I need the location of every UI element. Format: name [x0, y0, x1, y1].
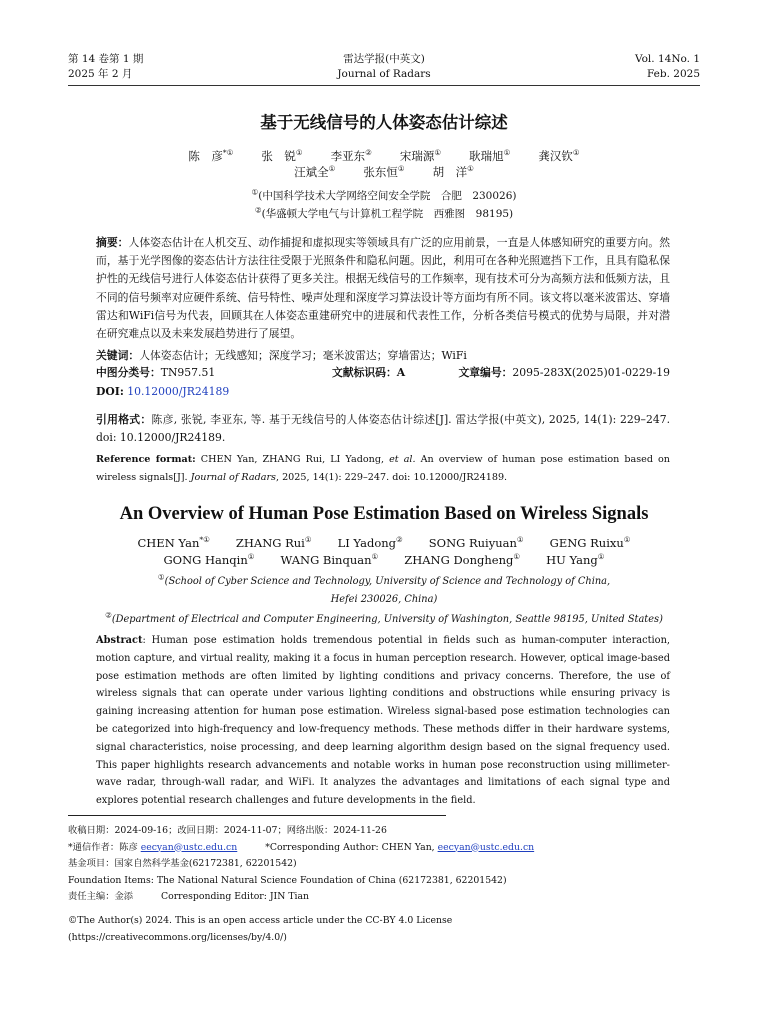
corresponding-email-en[interactable]: eecyan@ustc.edu.cn	[437, 841, 535, 853]
abstract-text-en: : Human pose estimation holds tremendous potential in fields such as human-computer interaction, motion capture, and virtual reality, making it a focus in human perception research. However, optical image-based pose estimation methods are often limited by lighting conditions and privacy concerns. Therefore, the use of wireless signals that can operate under various lighting conditions and obstructions while ensuring privacy is gaining increasing attention for human pose estimation. Wireless signal-based pose estimation technologies can be categorized into high-frequency and low-frequency methods. These methods differ in their hardware systems, signal characteristics, noise processing, and deep learning algorithm design based on the signal frequency used. This paper highlights research advancements and notable works in human pose reconstruction using millimeter-wave radar, through-wall radar, and WiFi. It analyzes the advantages and limitations of each signal type and explores potential research challenges and future developments in the field.	[96, 635, 670, 807]
editor-line	[68, 889, 708, 906]
article-number	[458, 365, 670, 380]
author-name: GENG Ruixu	[549, 536, 624, 550]
author-name: 李亚东	[330, 149, 366, 163]
author	[280, 553, 378, 567]
author-affiliation-mark: ①	[397, 164, 405, 174]
abstract-text-cn: 人体姿态估计在人机交互、动作捕捉和虚拟现实等领域具有广泛的应用前景，一直是人体感知研究的重要方向。然而，基于光学图像的姿态估计方法往往受限于光照条件和隐私问题。因此，利用可在各种光照遮挡下工作，且具有隐私保护性的无线信号进行人体姿态估计获得了更多关注。根据无线信号的工作频率，现有技术可分为高频方法和低频方法，且不同的信号频率对应硬件系统、信号特性、噪声处理和深度学习算法设计等方面均有所不同。该文将以毫米波雷达、穿墙雷达和WiFi信号为代表，回顾其在人体姿态重建研究中的进展和代表性工作，分析各类信号模式的优势与局限，并对潜在研究难点以及未来发展趋势进行了展望。	[96, 236, 671, 341]
affiliation-en-1	[0, 573, 768, 609]
affiliation-text-cont: Hefei 230026, China)	[330, 594, 438, 605]
author-affiliation-mark: *①	[199, 535, 210, 545]
affiliation-mark: ②	[254, 205, 262, 215]
corresponding-label-cn: *通信作者：	[68, 841, 120, 853]
author-name: HU Yang	[546, 553, 598, 567]
journal-name	[284, 52, 484, 82]
author-affiliation-mark: *①	[222, 148, 234, 158]
author-affiliation-mark: ①	[597, 552, 605, 562]
volume-issue-en: Vol. 14No. 1	[634, 53, 700, 65]
author-name: 宋瑞源	[399, 149, 435, 163]
corresponding-author	[68, 840, 708, 857]
author-name: LI Yadong	[337, 536, 397, 550]
footnotes	[68, 823, 708, 906]
clc-label: 中图分类号：	[96, 366, 161, 379]
author-name: SONG Ruiyuan	[428, 536, 517, 550]
author-affiliation-mark: ①	[503, 148, 511, 158]
author-affiliation-mark: ①	[371, 552, 379, 562]
reference-et-al: et al.	[389, 454, 416, 465]
author-affiliation-mark: ②	[365, 148, 372, 158]
author-affiliation-mark: ①	[295, 148, 303, 158]
author	[261, 148, 302, 164]
doi-line	[96, 383, 670, 401]
author	[433, 164, 474, 180]
author	[236, 536, 312, 550]
author	[538, 148, 579, 164]
volume-issue-cn: 第 14 卷第 1 期	[68, 53, 144, 65]
author-affiliation-mark: ②	[396, 535, 403, 545]
author-name: CHEN Yan	[137, 536, 200, 550]
author	[404, 553, 520, 567]
journal-name-en: Journal of Radars	[337, 68, 431, 80]
author	[294, 164, 335, 180]
keywords-text: 人体姿态估计；无线感知；深度学习；毫米波雷达；穿墙雷达；WiFi	[139, 349, 467, 362]
authors-en-row1	[0, 536, 768, 550]
author	[137, 536, 209, 550]
doi-label: DOI:	[96, 385, 124, 398]
author	[400, 148, 441, 164]
affiliation-cn-2	[0, 206, 768, 221]
corresponding-label-en: *Corresponding Author: CHEN Yan,	[265, 841, 435, 853]
citation-label: 引用格式：	[96, 413, 152, 426]
footnote-rule	[68, 815, 446, 816]
editor-cn: 责任主编：金添	[68, 891, 134, 902]
citation-text: 陈彦, 张锐, 李亚东, 等. 基于无线信号的人体姿态估计综述[J]. 雷达学报(中英文), 2025, 14(1): 229–247. doi: 10.12000/JR24189.	[96, 413, 670, 445]
author-name: 胡 洋	[432, 165, 468, 179]
author	[550, 536, 631, 550]
license-notice	[68, 913, 708, 946]
document-code-value: A	[396, 366, 406, 379]
affiliation-text: (中国科学技术大学网络空间安全学院 合肥 230026)	[258, 190, 517, 202]
affiliation-cn-1	[0, 188, 768, 203]
article-number-label: 文章编号：	[458, 366, 513, 379]
abstract-cn	[96, 234, 670, 343]
reference-journal: Journal of Radars	[190, 471, 276, 483]
author-name: 汪斌全	[294, 165, 329, 179]
author-name: 张东恒	[363, 165, 398, 179]
author	[469, 148, 510, 164]
journal-name-cn: 雷达学报(中英文)	[343, 53, 425, 65]
authors-cn-row2	[0, 164, 768, 180]
keywords-label: 关键词：	[96, 349, 140, 362]
document-code	[332, 365, 405, 380]
clc-value: TN957.51	[160, 366, 216, 379]
affiliation-mark: ②	[105, 610, 112, 620]
author-affiliation-mark: ①	[513, 552, 521, 562]
abstract-label-cn: 摘要：	[96, 236, 129, 249]
authors-cn-row1	[0, 148, 768, 164]
header-rule	[68, 85, 700, 86]
author-name: WANG Binquan	[280, 553, 372, 567]
author-affiliation-mark: ①	[467, 164, 474, 174]
affiliation-en-2	[0, 611, 768, 629]
reference-format	[96, 451, 670, 487]
author-affiliation-mark: ①	[434, 148, 442, 158]
funding-cn: 基金项目：国家自然科学基金(62172381, 62201542)	[68, 858, 297, 869]
article-number-value: 2095-283X(2025)01-0229-19	[512, 366, 670, 379]
clc-code	[96, 366, 215, 379]
doi-link[interactable]: 10.12000/JR24189	[127, 385, 230, 398]
date-cn: 2025 年 2 月	[68, 68, 133, 80]
license-url: (https://creativecommons.org/licenses/by/4.0/)	[68, 931, 287, 943]
author-name: 陈 彦	[188, 149, 223, 163]
author-name: GONG Hanqin	[163, 553, 248, 567]
author-affiliation-mark: ①	[247, 552, 255, 562]
author	[331, 148, 372, 164]
author-affiliation-mark: ①	[516, 535, 524, 545]
author	[163, 553, 254, 567]
affiliation-mark: ①	[157, 572, 165, 582]
funding-en: Foundation Items: The National Natural Science Foundation of China (62172381, 62201542)	[68, 874, 507, 886]
editor-en: Corresponding Editor: JIN Tian	[161, 891, 310, 902]
author-affiliation-mark: ①	[623, 535, 631, 545]
reference-title: An overview of human pose estimation based on wireless signals[J].	[96, 454, 670, 483]
author-name: ZHANG Dongheng	[404, 553, 514, 567]
document-code-label: 文献标识码：	[332, 366, 397, 379]
author-affiliation-mark: ①	[328, 164, 336, 174]
classification-row	[96, 365, 670, 383]
article-title-cn: 基于无线信号的人体姿态估计综述	[260, 113, 508, 132]
citation-cn	[96, 411, 670, 447]
affiliation-mark: ①	[251, 187, 259, 197]
license-text: ©The Author(s) 2024. This is an open access article under the CC-BY 4.0 License	[68, 915, 453, 926]
article-title-en: An Overview of Human Pose Estimation Based on Wireless Signals	[119, 504, 649, 524]
author-affiliation-mark: ①	[572, 148, 580, 158]
author-name: 龚汉钦	[538, 149, 573, 163]
reference-format-label: Reference format:	[96, 454, 196, 465]
author	[429, 536, 524, 550]
affiliation-text: (华盛顿大学电气与计算机工程学院 西雅图 98195)	[261, 208, 514, 220]
affiliation-text: (School of Cyber Science and Technology, University of Science and Technology of China,	[164, 576, 611, 587]
corresponding-name-cn: 陈彦	[119, 841, 138, 853]
abstract-label-en: Abstract	[96, 635, 143, 646]
received-dates: 收稿日期：2024-09-16；改回日期：2024-11-07；网络出版：2024-11-26	[68, 825, 387, 836]
author-name: 张 锐	[261, 149, 296, 163]
issue-info-cn	[68, 52, 143, 82]
keywords-cn	[96, 347, 670, 365]
corresponding-email-cn[interactable]: eecyan@ustc.edu.cn	[140, 841, 238, 853]
date-en: Feb. 2025	[646, 68, 700, 80]
issue-info-en	[500, 52, 700, 82]
reference-authors: CHEN Yan, ZHANG Rui, LI Yadong,	[200, 454, 385, 465]
author	[338, 536, 403, 550]
author	[188, 148, 233, 164]
author-name: ZHANG Rui	[235, 536, 305, 550]
author-name: 耿瑞旭	[469, 149, 504, 163]
affiliation-text: (Department of Electrical and Computer Engineering, University of Washington, Seattle 98195, United States)	[111, 614, 663, 625]
author	[546, 553, 604, 567]
author-affiliation-mark: ①	[304, 535, 312, 545]
authors-en-row2	[0, 553, 768, 567]
reference-rest: , 2025, 14(1): 229–247. doi: 10.12000/JR24189.	[275, 471, 508, 483]
author	[363, 164, 404, 180]
abstract-en	[96, 632, 670, 810]
